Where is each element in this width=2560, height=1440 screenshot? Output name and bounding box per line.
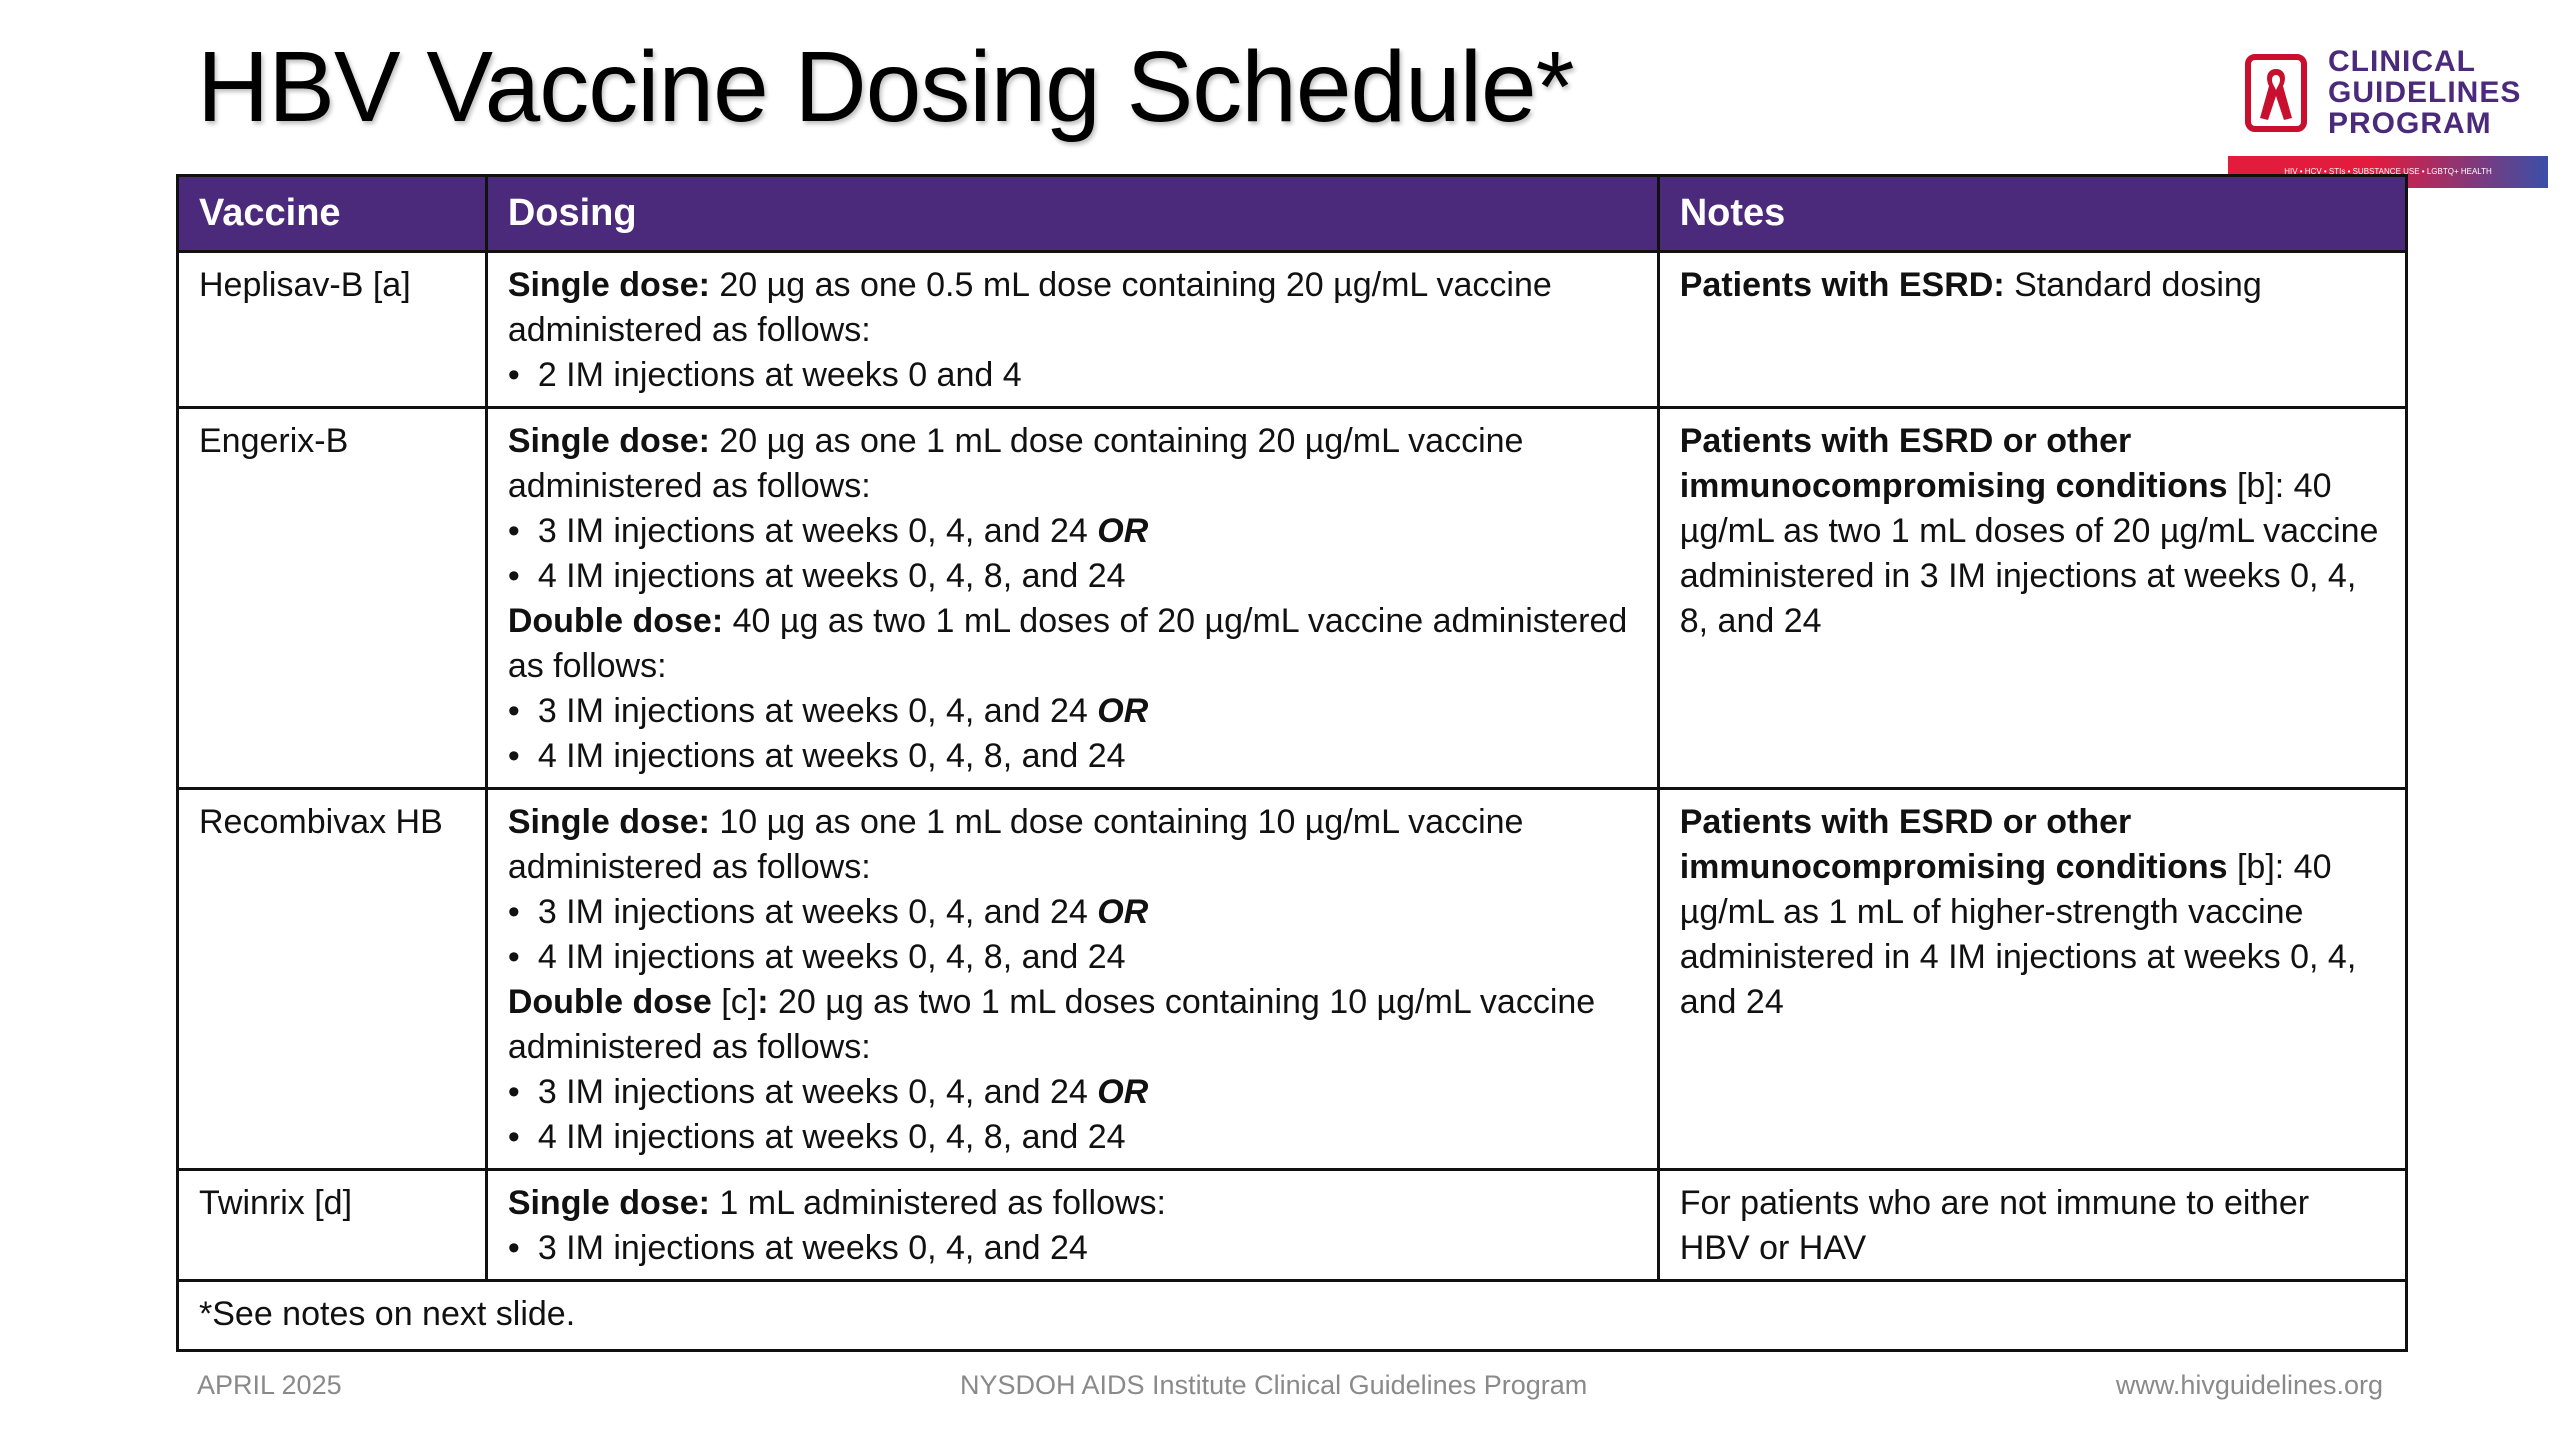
list-item: • 3 IM injections at weeks 0, 4, and 24 OR — [508, 1070, 1637, 1115]
notes-cell: For patients who are not immune to either HBV or HAV — [1658, 1170, 2406, 1281]
vaccine-cell: Engerix-B — [178, 408, 487, 789]
slide-title: HBV Vaccine Dosing Schedule* — [197, 31, 1574, 143]
dosing-cell — [486, 1170, 1658, 1281]
or-text: OR — [1097, 1073, 1149, 1111]
single-dose-text: Single dose: 20 µg as one 1 mL dose containing 20 µg/mL vaccine administered as follows: — [507, 422, 1524, 505]
logo-line-1: CLINICAL — [2328, 45, 2476, 78]
dosing-cell — [486, 252, 1658, 408]
notes-label: Patients with ESRD or other immunocompromising conditions — [1679, 422, 2228, 505]
red-ribbon-icon — [2257, 66, 2295, 122]
list-item: • 4 IM injections at weeks 0, 4, 8, and 24 — [508, 1115, 1637, 1160]
double-dose-label: Double dose — [507, 983, 712, 1021]
list-item: • 4 IM injections at weeks 0, 4, 8, and 24 — [508, 734, 1637, 779]
vaccine-cell: Twinrix [d] — [178, 1170, 487, 1281]
logo-line-2: GUIDELINES — [2328, 76, 2522, 109]
notes-cell: Patients with ESRD: Standard dosing — [1658, 252, 2406, 408]
vaccine-cell: Recombivax HB — [178, 789, 487, 1170]
header-notes: Notes — [1658, 176, 2406, 252]
or-text: OR — [1097, 893, 1149, 931]
dosing-cell — [486, 789, 1658, 1170]
footnote-row — [178, 1281, 2407, 1351]
ribbon-logo-box — [2245, 54, 2307, 132]
double-dose-label: Double dose: — [507, 602, 724, 640]
double-dose-text: Double dose: 40 µg as two 1 mL doses of 20 µg/mL vaccine administered as follows: — [507, 602, 1628, 685]
table-row — [178, 408, 2407, 789]
table-row — [178, 1170, 2407, 1281]
list-item: • 3 IM injections at weeks 0, 4, and 24 OR — [508, 509, 1637, 554]
footnote-text: *See notes on next slide. — [178, 1281, 2407, 1351]
vaccine-cell: Heplisav-B [a] — [178, 252, 487, 408]
notes-label: Patients with ESRD or other immunocompromising conditions — [1679, 803, 2228, 886]
single-dose-text: Single dose: 20 µg as one 0.5 mL dose containing 20 µg/mL vaccine administered as follows: — [507, 266, 1552, 349]
logo-line-3: PROGRAM — [2328, 107, 2492, 140]
table-header-row — [178, 176, 2407, 252]
logo-tagline-strip: HIV • HCV • STIs • SUBSTANCE USE • LGBTQ+ HEALTH — [2228, 156, 2548, 188]
table-row — [178, 789, 2407, 1170]
notes-cell: Patients with ESRD or other immunocompromising conditions [b]: 40 µg/mL as two 1 mL doses of 20 µg/mL vaccine administered in 3 IM injections at weeks 0, 4, 8, and 24 — [1658, 408, 2406, 789]
single-dose-label: Single dose: — [507, 1184, 710, 1222]
list-item: • 4 IM injections at weeks 0, 4, 8, and 24 — [508, 935, 1637, 980]
footnote-ref: [c] — [711, 983, 758, 1021]
dosing-table — [176, 174, 2408, 1352]
single-dose-label: Single dose: — [507, 803, 710, 841]
list-item: • 4 IM injections at weeks 0, 4, 8, and 24 — [508, 554, 1637, 599]
or-text: OR — [1097, 692, 1149, 730]
clinical-guidelines-program-logo — [2228, 46, 2548, 191]
dosing-cell — [486, 408, 1658, 789]
list-item: • 3 IM injections at weeks 0, 4, and 24 — [508, 1226, 1637, 1271]
double-dose-text: Double dose [c]: 20 µg as two 1 mL doses containing 10 µg/mL vaccine administered as follows: — [507, 983, 1596, 1066]
single-dose-label: Single dose: — [507, 266, 710, 304]
list-item: • 3 IM injections at weeks 0, 4, and 24 OR — [508, 689, 1637, 734]
notes-cell: Patients with ESRD or other immunocompromising conditions [b]: 40 µg/mL as 1 mL of higher-strength vaccine administered in 4 IM injections at weeks 0, 4, and 24 — [1658, 789, 2406, 1170]
single-dose-text: Single dose: 10 µg as one 1 mL dose containing 10 µg/mL vaccine administered as follows: — [507, 803, 1524, 886]
or-text: OR — [1097, 512, 1149, 550]
footer-url[interactable]: www.hivguidelines.org — [2115, 1370, 2383, 1400]
logo-text — [2328, 46, 2521, 139]
footer-program: NYSDOH AIDS Institute Clinical Guidelines Program — [960, 1370, 1588, 1400]
footer-date: APRIL 2025 — [197, 1370, 342, 1400]
single-dose-label: Single dose: — [507, 422, 710, 460]
notes-label: Patients with ESRD: — [1679, 266, 2005, 304]
header-dosing: Dosing — [486, 176, 1658, 252]
header-vaccine: Vaccine — [178, 176, 487, 252]
single-dose-text: Single dose: 1 mL administered as follows: — [507, 1184, 1166, 1222]
list-item: • 2 IM injections at weeks 0 and 4 — [508, 353, 1637, 398]
table-row — [178, 252, 2407, 408]
list-item: • 3 IM injections at weeks 0, 4, and 24 OR — [508, 890, 1637, 935]
